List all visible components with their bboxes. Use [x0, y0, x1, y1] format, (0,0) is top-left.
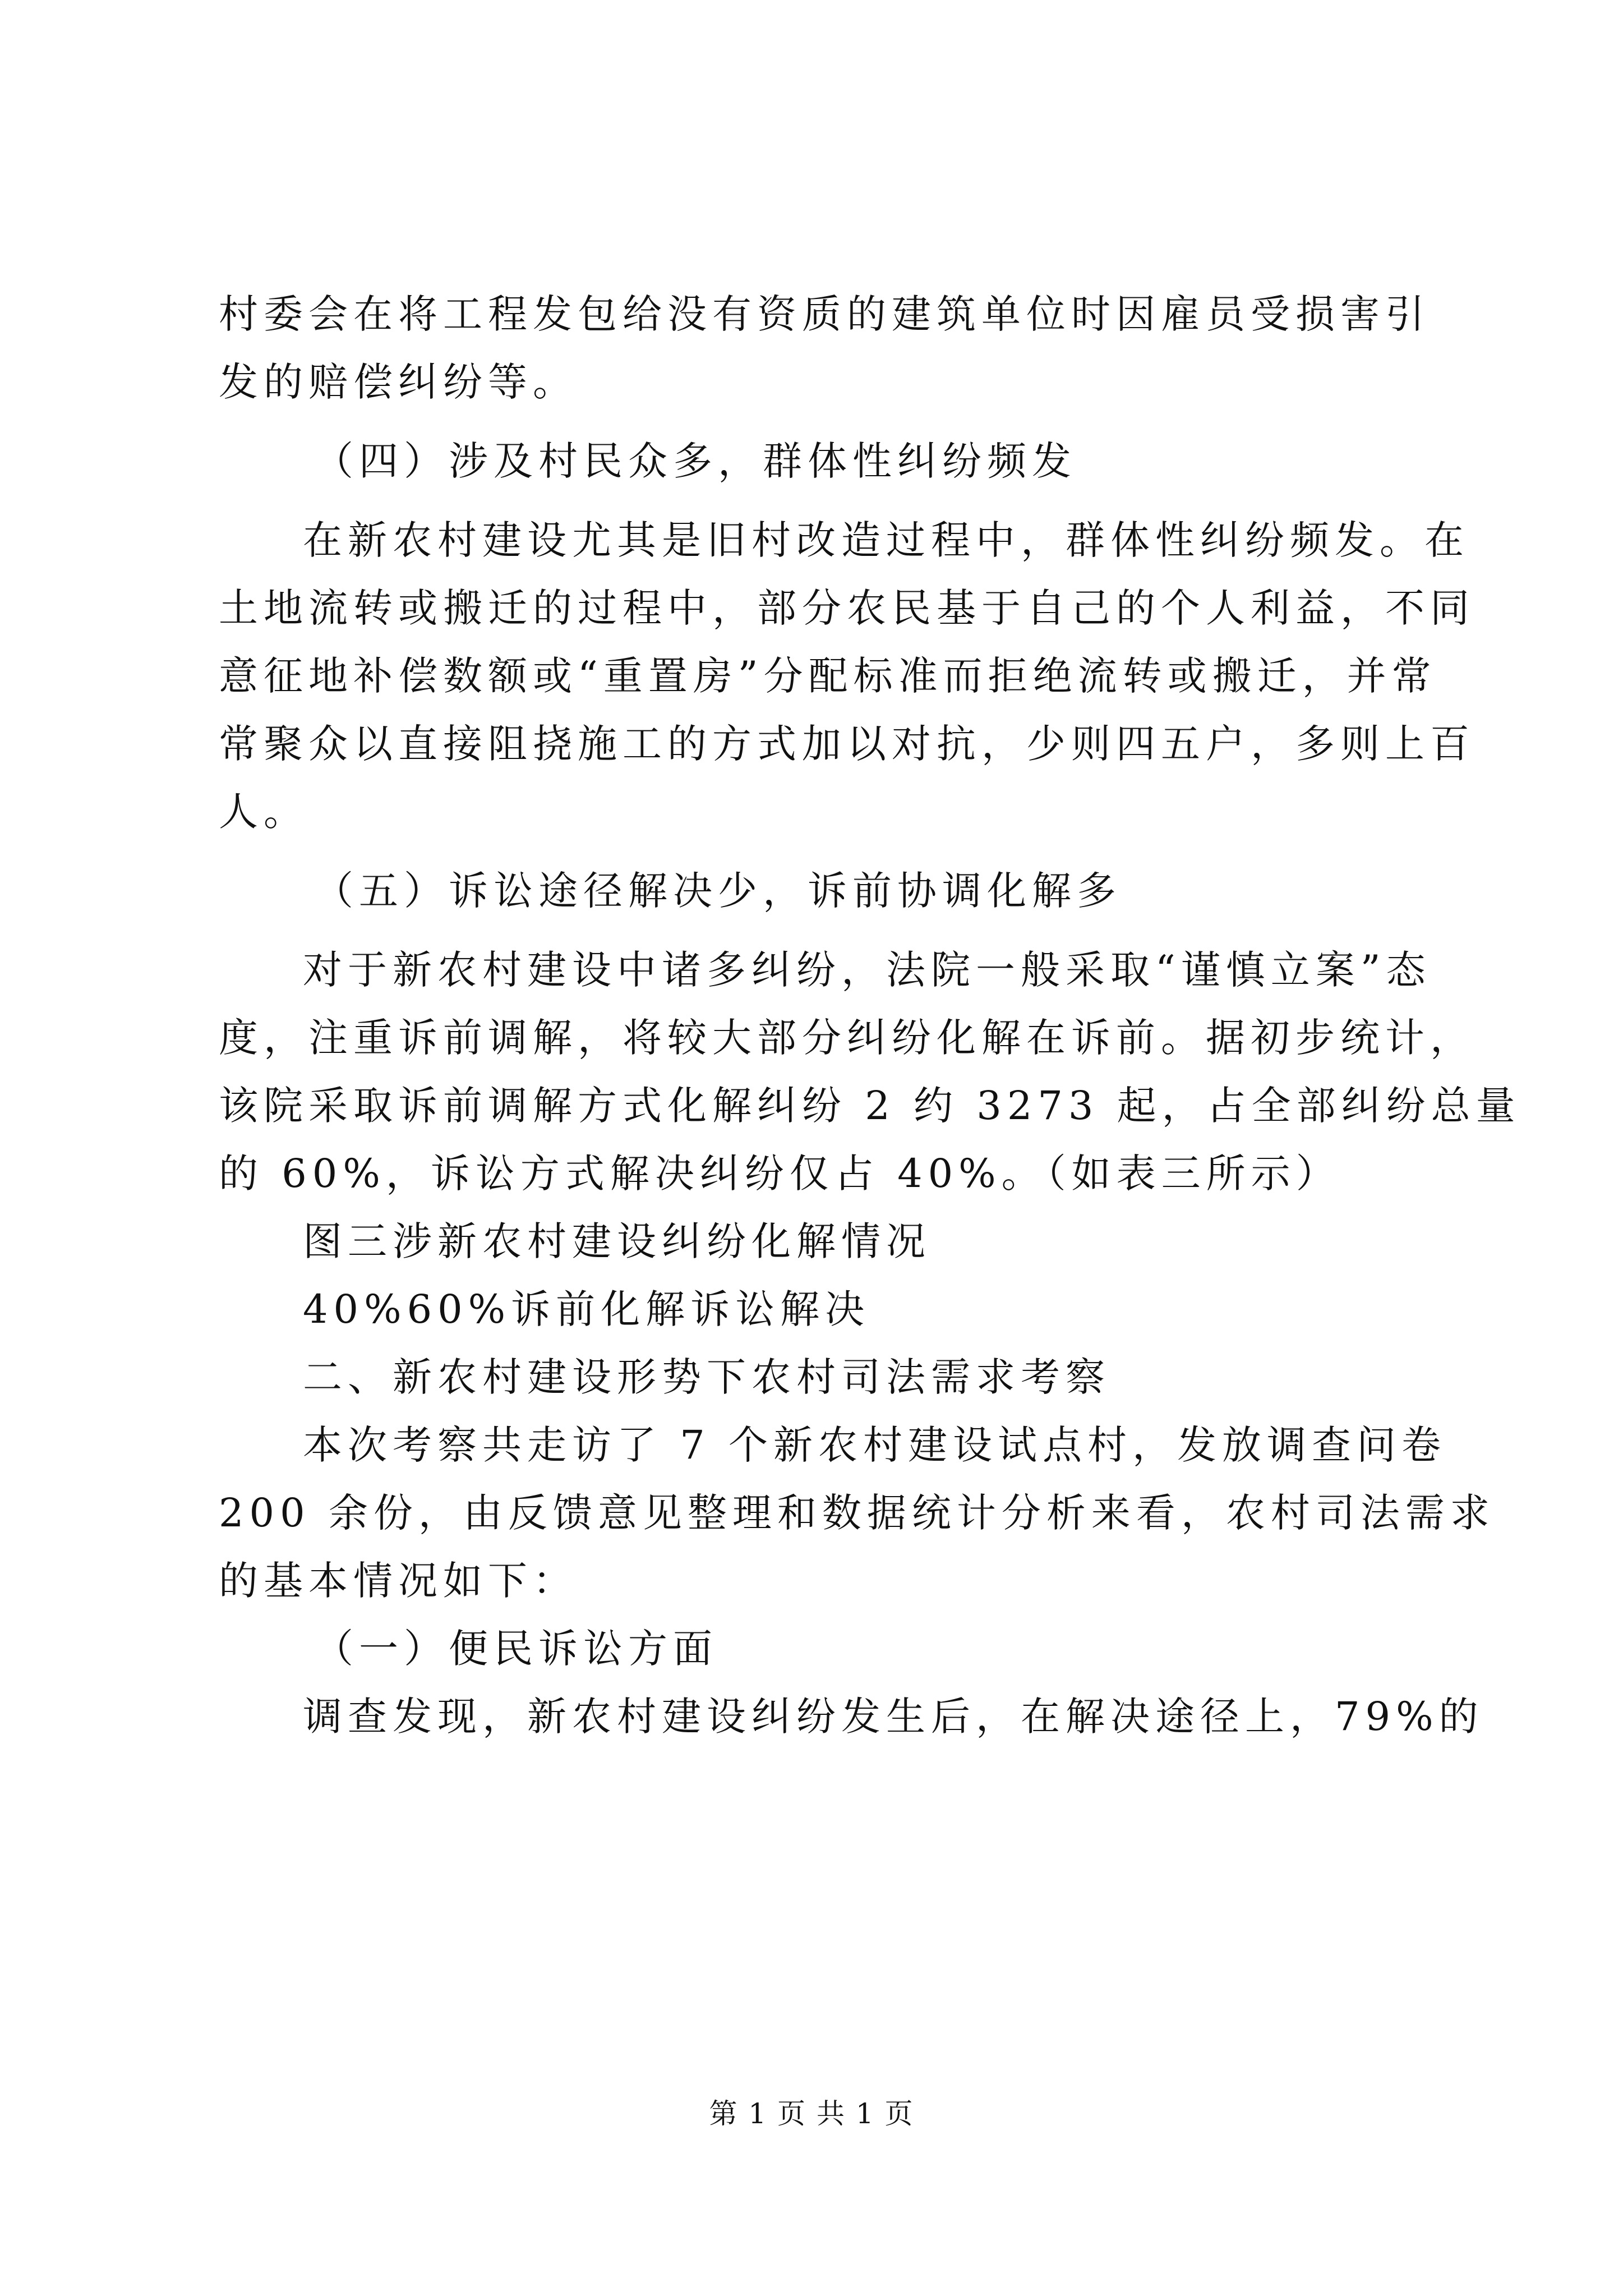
page-footer: 第 1 页 共 1 页 [709, 2097, 914, 2130]
text-line: 对于新农村建设中诸多纠纷，法院一般采取“谨慎立案”态 [303, 947, 1431, 993]
text-line: 意征地补偿数额或“重置房”分配标准而拒绝流转或搬迁，并常 [219, 653, 1437, 699]
document-body [219, 280, 1521, 1751]
text-line: 发的赔偿纠纷等。 [219, 359, 578, 405]
section-heading: 二、新农村建设形势下农村司法需求考察 [303, 1354, 1110, 1400]
text-line: 调查发现，新农村建设纠纷发生后，在解决途径上，79%的 [303, 1694, 1484, 1740]
text-line: 的 60%，诉讼方式解决纠纷仅占 40%。（如表三所示） [219, 1151, 1341, 1197]
text-line: 村委会在将工程发包给没有资质的建筑单位时因雇员受损害引 [219, 291, 1430, 337]
text-line: 土地流转或搬迁的过程中，部分农民基于自己的个人利益，不同 [219, 585, 1475, 631]
text-line: 200 余份，由反馈意见整理和数据统计分析来看，农村司法需求 [219, 1490, 1495, 1536]
section-heading: （一）便民诉讼方面 [314, 1626, 718, 1672]
text-line: 的基本情况如下： [219, 1558, 578, 1604]
figure-labels: 40%60%诉前化解诉讼解决 [303, 1286, 870, 1332]
text-line: 人。 [219, 789, 308, 835]
section-heading: （四）涉及村民众多，群体性纠纷频发 [314, 438, 1077, 484]
text-line: 在新农村建设尤其是旧村改造过程中，群体性纠纷频发。在 [303, 517, 1469, 563]
section-heading: （五）诉讼途径解决少，诉前协调化解多 [314, 868, 1122, 914]
text-line: 度，注重诉前调解，将较大部分纠纷化解在诉前。据初步统计， [219, 1015, 1475, 1061]
text-line: 该院采取诉前调解方式化解纠纷 2 约 3273 起，占全部纠纷总量 [219, 1083, 1521, 1129]
text-line: 常聚众以直接阻挠施工的方式加以对抗，少则四五户，多则上百 [219, 721, 1475, 767]
figure-caption: 图三涉新农村建设纠纷化解情况 [303, 1218, 931, 1264]
text-line: 本次考察共走访了 7 个新农村建设试点村，发放调查问卷 [303, 1422, 1447, 1468]
